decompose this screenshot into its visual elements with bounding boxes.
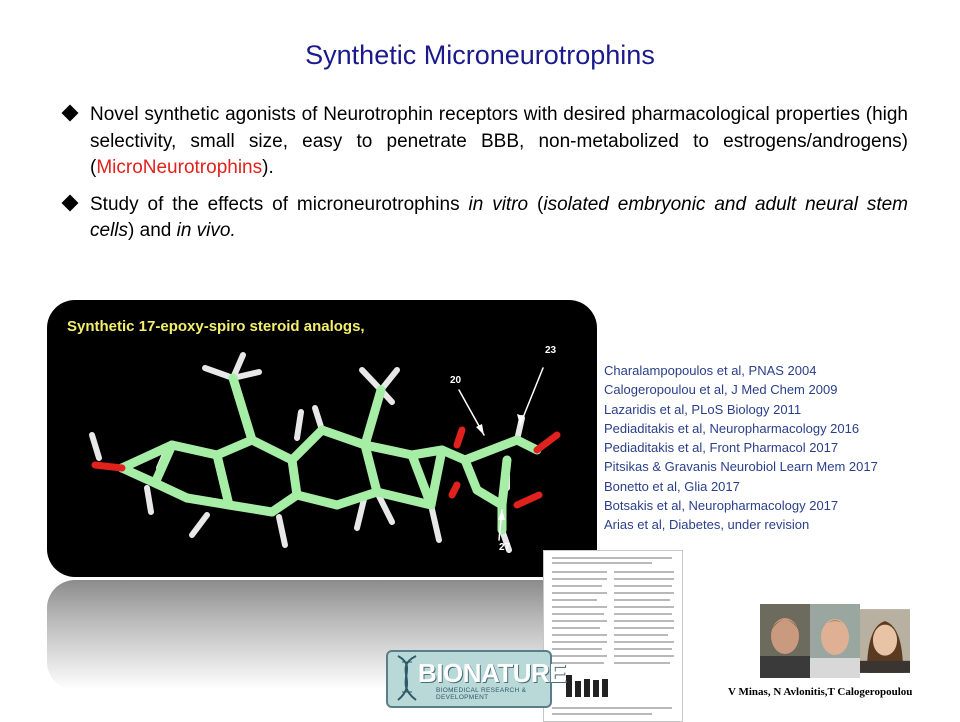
atom-label-23: 23 — [545, 345, 557, 356]
reference-item: Charalampopoulos et al, PNAS 2004 — [604, 363, 817, 378]
bullet-text-end: ). — [262, 157, 274, 179]
author-photo-2 — [810, 604, 860, 678]
molecule-structure-panel — [47, 300, 597, 577]
slide-title: Synthetic Microneurotrophins — [305, 40, 655, 70]
microneurotrophins-highlight: MicroNeurotrophins — [96, 157, 263, 179]
reference-item: Arias et al, Diabetes, under revision — [604, 517, 810, 533]
reference-item: Pediaditakis et al, Neuropharmacology 2016 — [604, 420, 860, 436]
bionature-logo — [386, 650, 567, 708]
reference-item: Botsakis et al, Neuropharmacology 2017 — [604, 498, 839, 514]
molecule-caption: Synthetic 17-epoxy-spiro steroid analogs, — [67, 318, 365, 335]
bullet-text: Novel synthetic agonists of Neurotrophin receptors with desired pharmacological properties (high selectivity, small size, easy to penetrate BBB, non-metabolized to estrogens/androgens) ( — [90, 104, 908, 179]
bullet-text: ( — [528, 193, 544, 215]
diamond-bullet-icon — [62, 105, 79, 122]
atom-label-27: 27 — [499, 542, 511, 553]
logo-name: BIONATURE — [418, 658, 567, 688]
authors-credit: V Minas, N Avlonitis,T Calogeropoulou — [728, 686, 913, 698]
steroid-molecule-image — [47, 300, 597, 577]
atom-label-20: 20 — [450, 375, 462, 386]
bullet-text: Study of the effects of microneurotrophins — [90, 193, 469, 215]
reference-item: Pediaditakis et al, Front Pharmacol 2017 — [604, 440, 839, 456]
bullet-item-study — [62, 192, 908, 245]
in-vitro-text: in vitro — [468, 193, 529, 215]
stem-cells-text: isolated embryonic and adult neural stem cells — [90, 193, 909, 242]
reference-item: Lazaridis et al, PLoS Biology 2011 — [604, 401, 802, 417]
bullet-item-agonists — [62, 102, 908, 182]
author-photo-3 — [860, 604, 910, 678]
author-photo-1 — [760, 604, 810, 678]
references-list — [604, 361, 878, 535]
in-vivo-text: in vivo. — [176, 220, 236, 242]
patent-document-image — [543, 550, 683, 722]
reference-item: Bonetto et al, Glia 2017 — [604, 478, 740, 494]
logo-subtitle: BIOMEDICAL RESEARCH & DEVELOPMENT — [436, 687, 527, 701]
reference-item: Calogeropoulou et al, J Med Chem 2009 — [604, 382, 838, 398]
reference-item: Pitsikas & Gravanis Neurobiol Learn Mem 2017 — [604, 459, 878, 475]
bullet-list — [62, 102, 908, 255]
bullet-text: ) and — [128, 220, 177, 242]
diamond-bullet-icon — [62, 194, 79, 211]
